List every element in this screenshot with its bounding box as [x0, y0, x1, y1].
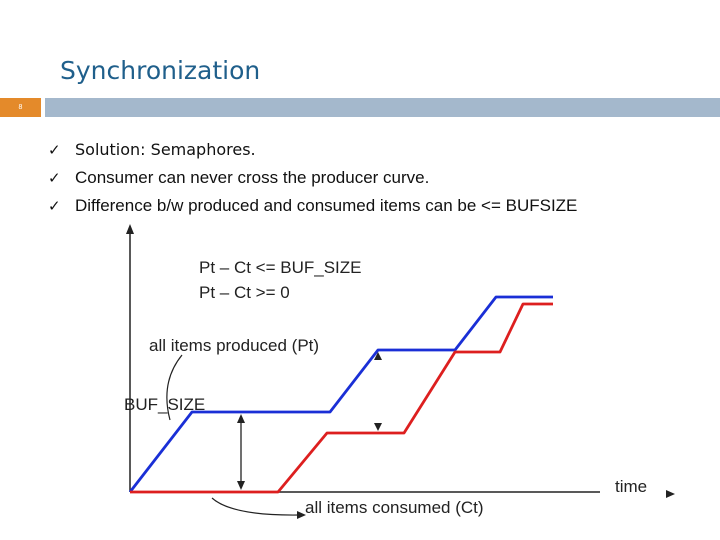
checkmark-icon: ✓ — [48, 141, 61, 159]
bufsize-arrowhead-bottom — [237, 481, 245, 490]
constraint-label-2: Pt – Ct >= 0 — [199, 283, 290, 302]
marker-arrow-down — [374, 423, 382, 431]
slide-title: Synchronization — [60, 56, 261, 85]
bullet-text: Solution: Semaphores. — [75, 140, 256, 159]
bullet-text: Difference b/w produced and consumed items can be <= BUFSIZE — [75, 196, 578, 215]
constraint-label-1: Pt – Ct <= BUF_SIZE — [199, 258, 362, 277]
time-axis-label: time — [615, 477, 648, 496]
bufsize-label: BUF_SIZE — [124, 395, 206, 414]
y-axis-arrowhead — [126, 224, 134, 234]
checkmark-icon: ✓ — [48, 197, 61, 215]
bufsize-arrowhead-top — [237, 414, 245, 423]
time-axis-arrowhead — [666, 490, 675, 498]
checkmark-icon: ✓ — [48, 169, 61, 187]
bullet-text: Consumer can never cross the producer curve. — [75, 168, 430, 187]
slide-number: 8 — [0, 98, 41, 117]
produced-label: all items produced (Pt) — [149, 336, 320, 355]
consumed-callout-curve — [212, 498, 300, 515]
consumed-label: all items consumed (Ct) — [305, 498, 484, 517]
